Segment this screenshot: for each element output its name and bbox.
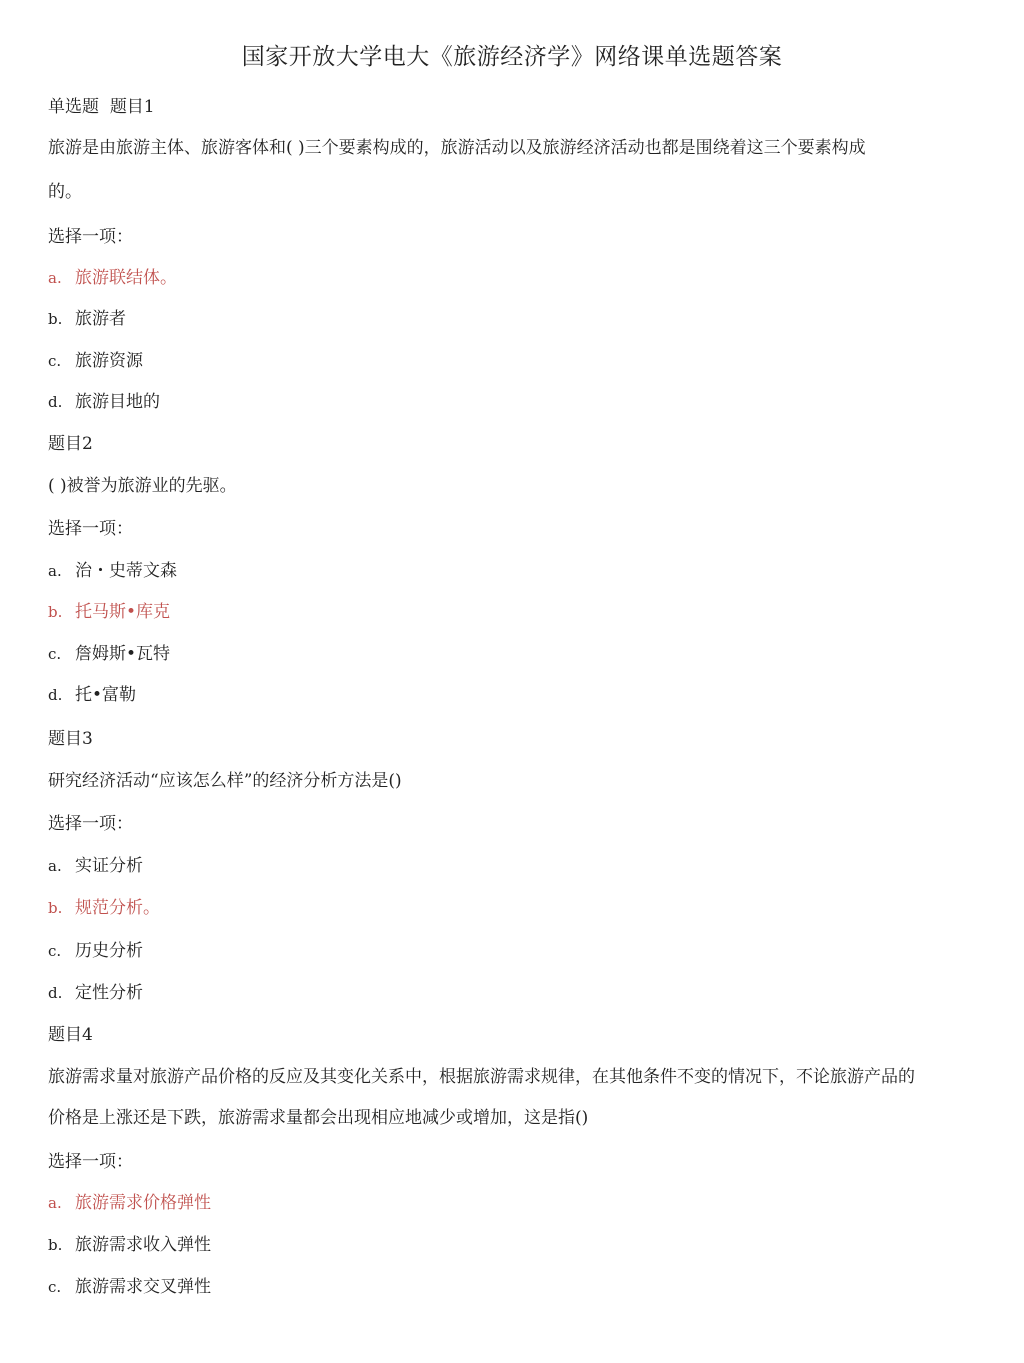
option-text: 旅游需求交叉弹性: [75, 1277, 211, 1297]
question-4-label: 题目4: [48, 1025, 93, 1045]
question-text: 旅游是由旅游主体、旅游客体和( )三个要素构成的，旅游活动以及旅游经济活动也都是围绕着这三个要素构成: [48, 138, 866, 158]
option-d: [48, 684, 978, 706]
question-1-header: [48, 96, 978, 118]
option-letter: c.: [48, 352, 62, 370]
option-d: [48, 982, 978, 1004]
option-letter: d.: [48, 686, 63, 704]
option-b: [48, 601, 978, 623]
choose-one-label: 选择一项：: [48, 519, 133, 539]
option-letter: d.: [48, 984, 63, 1002]
section-label: 单选题: [48, 97, 99, 117]
option-text: 旅游目地的: [75, 392, 160, 412]
question-text-continued: 的。: [48, 182, 82, 202]
option-text: 历史分析: [75, 941, 143, 961]
option-letter: c.: [48, 1278, 62, 1296]
option-letter: a.: [48, 857, 62, 875]
option-a: [48, 1192, 978, 1214]
question-2-label: 题目2: [48, 434, 93, 454]
question-3-label: 题目3: [48, 729, 93, 749]
option-text: 旅游联结体。: [75, 268, 177, 288]
option-letter: d.: [48, 393, 63, 411]
option-b: [48, 1234, 978, 1256]
option-text: 旅游需求收入弹性: [75, 1235, 211, 1255]
option-text: 治・史蒂文森: [75, 561, 177, 581]
option-c: [48, 350, 978, 372]
question-text: 研究经济活动“应该怎么样”的经济分析方法是(): [48, 771, 402, 791]
option-a: [48, 267, 978, 289]
option-c: [48, 643, 978, 665]
question-label: 题目1: [109, 97, 155, 117]
option-b: [48, 308, 978, 330]
choose-one-label: 选择一项：: [48, 814, 133, 834]
choose-one-label: 选择一项：: [48, 227, 133, 247]
option-text: 旅游需求价格弹性: [75, 1193, 211, 1213]
question-text: ( )被誉为旅游业的先驱。: [48, 476, 237, 496]
option-text: 托马斯•库克: [75, 602, 171, 622]
option-text: 实证分析: [75, 856, 143, 876]
option-a: [48, 855, 978, 877]
question-text-continued: 价格是上涨还是下跌，旅游需求量都会出现相应地减少或增加，这是指(): [48, 1108, 589, 1128]
option-text: 旅游资源: [75, 351, 143, 371]
question-text: 旅游需求量对旅游产品价格的反应及其变化关系中，根据旅游需求规律，在其他条件不变的情况下，不论旅游产品的: [48, 1067, 915, 1087]
document-title: 国家开放大学电大《旅游经济学》网络课单选题答案: [241, 44, 783, 70]
option-letter: a.: [48, 1194, 62, 1212]
option-text: 詹姆斯•瓦特: [75, 644, 171, 664]
option-text: 规范分析。: [75, 898, 160, 918]
option-letter: b.: [48, 1236, 63, 1254]
option-letter: a.: [48, 269, 62, 287]
option-text: 旅游者: [75, 309, 126, 329]
option-text: 托•富勒: [75, 685, 137, 705]
choose-one-label: 选择一项：: [48, 1152, 133, 1172]
option-letter: a.: [48, 562, 62, 580]
option-letter: c.: [48, 645, 62, 663]
option-text: 定性分析: [75, 983, 143, 1003]
option-c: [48, 940, 978, 962]
option-letter: b.: [48, 899, 63, 917]
option-letter: c.: [48, 942, 62, 960]
option-c: [48, 1276, 978, 1298]
option-letter: b.: [48, 603, 63, 621]
option-d: [48, 391, 978, 413]
option-a: [48, 560, 978, 582]
option-b: [48, 897, 978, 919]
option-letter: b.: [48, 310, 63, 328]
